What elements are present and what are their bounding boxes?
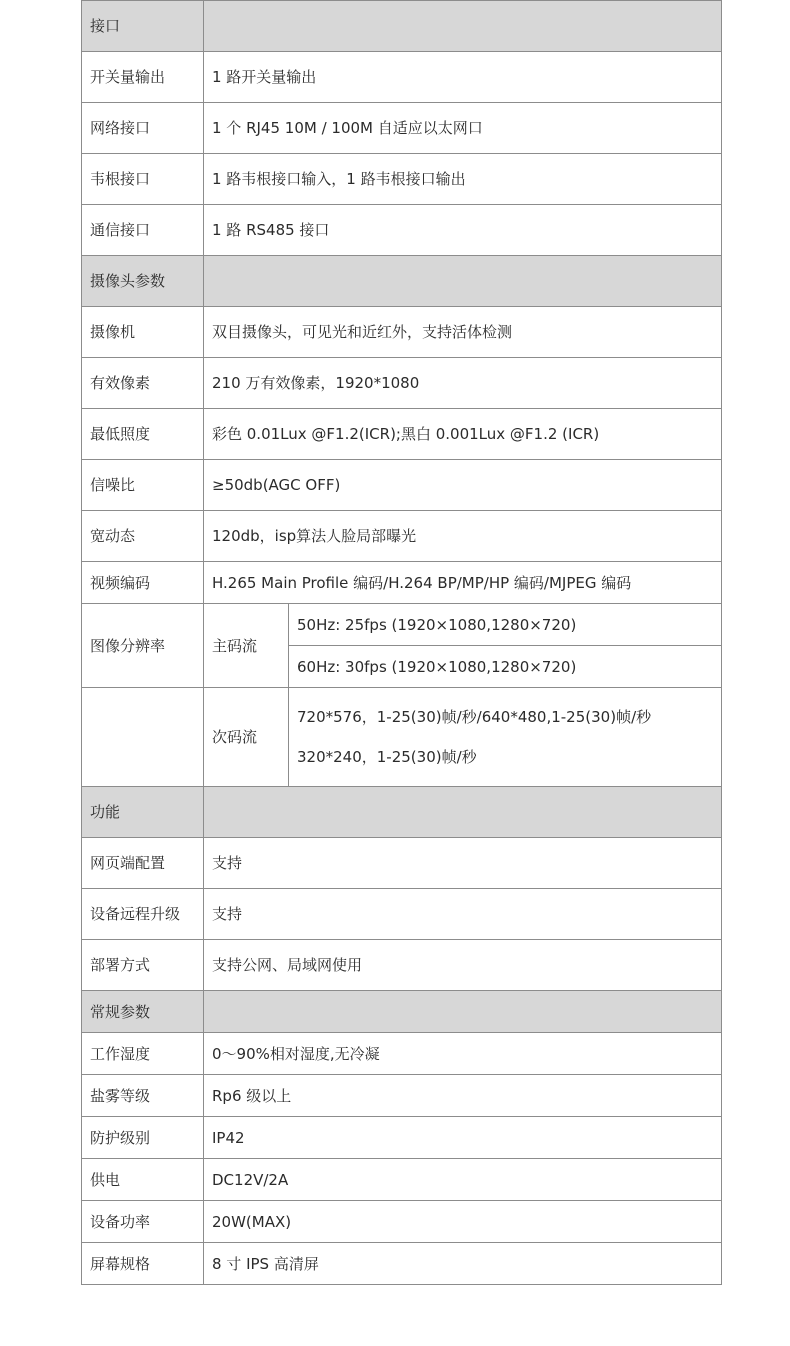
row-value: 120db，isp算法人脸局部曝光 — [204, 511, 722, 562]
sub-label: 次码流 — [204, 688, 289, 787]
row-value: 彩色 0.01Lux @F1.2(ICR);黑白 0.001Lux @F1.2 (ICR) — [204, 409, 722, 460]
row-value: 60Hz: 30fps (1920×1080,1280×720) — [289, 646, 722, 688]
table-row — [82, 358, 722, 409]
section-header-general — [82, 991, 722, 1033]
table-row — [82, 307, 722, 358]
row-value: ≥50db(AGC OFF) — [204, 460, 722, 511]
table-row — [82, 604, 722, 646]
table-row — [82, 1243, 722, 1285]
row-label: 部署方式 — [82, 940, 204, 991]
section-title: 功能 — [82, 787, 204, 838]
table-row — [82, 409, 722, 460]
table-row — [82, 205, 722, 256]
row-label: 设备远程升级 — [82, 889, 204, 940]
table-row — [82, 154, 722, 205]
row-label: 网络接口 — [82, 103, 204, 154]
row-label: 宽动态 — [82, 511, 204, 562]
row-value: 支持 — [204, 889, 722, 940]
table-row — [82, 562, 722, 604]
section-header-camera — [82, 256, 722, 307]
stream-line: 720*576，1-25(30)帧/秒/640*480,1-25(30)帧/秒 — [297, 708, 652, 726]
row-label: 网页端配置 — [82, 838, 204, 889]
table-row — [82, 52, 722, 103]
row-label: 工作湿度 — [82, 1033, 204, 1075]
spec-table — [81, 0, 722, 1285]
table-row — [82, 1075, 722, 1117]
row-value: 1 个 RJ45 10M / 100M 自适应以太网口 — [204, 103, 722, 154]
table-row — [82, 1117, 722, 1159]
table-row — [82, 1159, 722, 1201]
row-value: 支持 — [204, 838, 722, 889]
row-label: 摄像机 — [82, 307, 204, 358]
section-header-interface — [82, 1, 722, 52]
row-value: 1 路韦根接口输入，1 路韦根接口输出 — [204, 154, 722, 205]
sub-label: 主码流 — [204, 604, 289, 688]
table-row — [82, 511, 722, 562]
row-label: 开关量输出 — [82, 52, 204, 103]
section-title: 常规参数 — [82, 991, 204, 1033]
row-value: IP42 — [204, 1117, 722, 1159]
row-label: 有效像素 — [82, 358, 204, 409]
section-title: 接口 — [82, 1, 204, 52]
row-value: 8 寸 IPS 高清屏 — [204, 1243, 722, 1285]
row-label: 韦根接口 — [82, 154, 204, 205]
row-label: 最低照度 — [82, 409, 204, 460]
row-label: 盐雾等级 — [82, 1075, 204, 1117]
table-row — [82, 940, 722, 991]
row-value-multiline — [289, 688, 722, 787]
row-label: 通信接口 — [82, 205, 204, 256]
table-row — [82, 688, 722, 787]
section-title: 摄像头参数 — [82, 256, 204, 307]
row-value: 1 路 RS485 接口 — [204, 205, 722, 256]
table-row — [82, 103, 722, 154]
row-label: 视频编码 — [82, 562, 204, 604]
row-value: Rp6 级以上 — [204, 1075, 722, 1117]
row-label: 供电 — [82, 1159, 204, 1201]
row-label: 设备功率 — [82, 1201, 204, 1243]
row-label: 信噪比 — [82, 460, 204, 511]
row-value: 支持公网、局域网使用 — [204, 940, 722, 991]
table-row — [82, 460, 722, 511]
row-label: 防护级别 — [82, 1117, 204, 1159]
row-value: 1 路开关量输出 — [204, 52, 722, 103]
table-row — [82, 838, 722, 889]
table-row — [82, 889, 722, 940]
row-label: 屏幕规格 — [82, 1243, 204, 1285]
row-value: 0～90%相对湿度,无冷凝 — [204, 1033, 722, 1075]
row-value: 50Hz: 25fps (1920×1080,1280×720) — [289, 604, 722, 646]
stream-line: 320*240，1-25(30)帧/秒 — [297, 748, 477, 766]
table-row — [82, 1033, 722, 1075]
row-value: H.265 Main Profile 编码/H.264 BP/MP/HP 编码/MJPEG 编码 — [204, 562, 722, 604]
row-value: 双目摄像头，可见光和近红外，支持活体检测 — [204, 307, 722, 358]
row-value: DC12V/2A — [204, 1159, 722, 1201]
row-value: 210 万有效像素，1920*1080 — [204, 358, 722, 409]
table-row — [82, 1201, 722, 1243]
row-value: 20W(MAX) — [204, 1201, 722, 1243]
section-header-function — [82, 787, 722, 838]
row-label: 图像分辨率 — [82, 604, 204, 688]
